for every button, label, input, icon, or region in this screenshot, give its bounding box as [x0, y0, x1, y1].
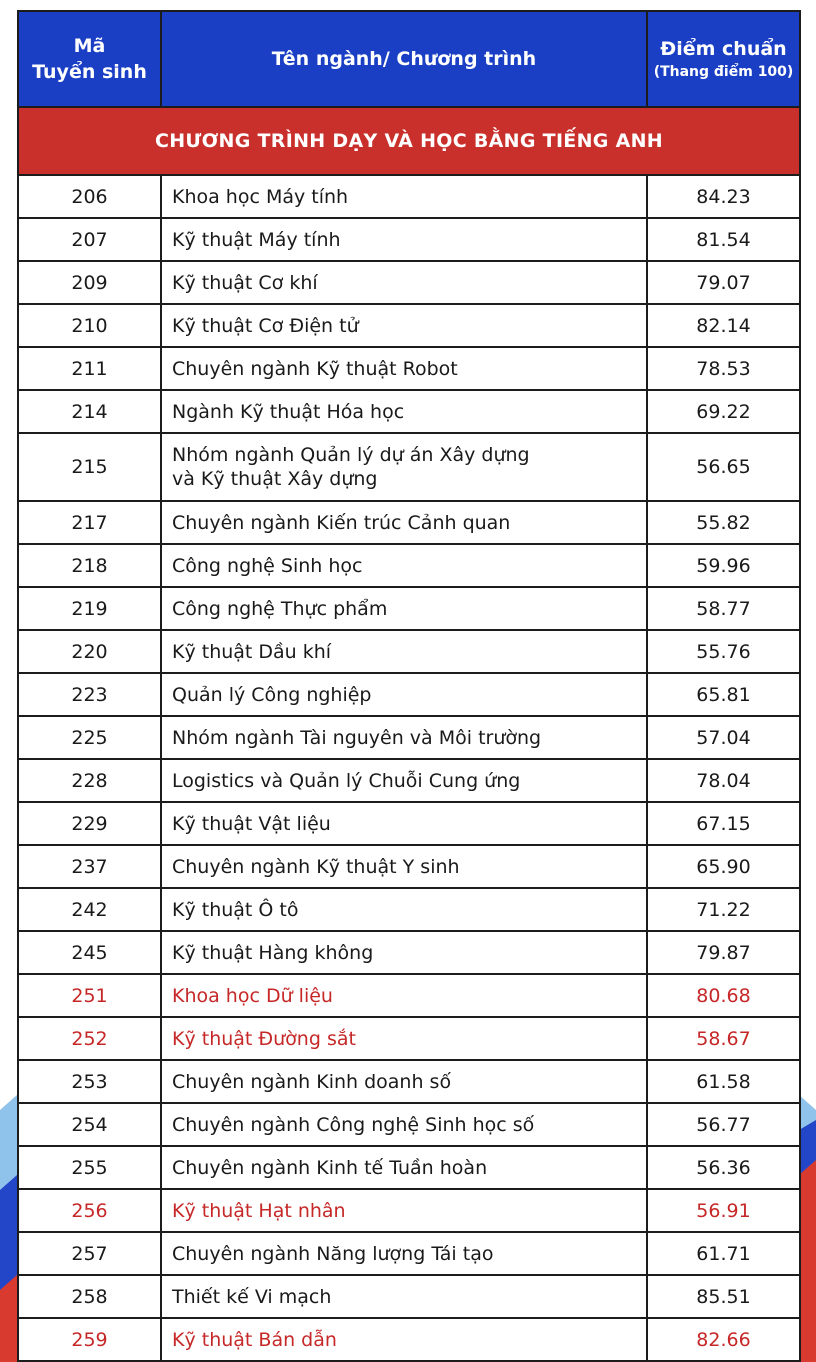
table-row	[18, 1189, 800, 1232]
table-row	[18, 673, 800, 716]
cell-code: 253	[18, 1060, 161, 1103]
program-name-line2: và Kỹ thuật Xây dựng	[172, 468, 378, 490]
cell-score: 65.90	[647, 845, 800, 888]
cell-score: 69.22	[647, 390, 800, 433]
header-score	[647, 11, 800, 107]
header-code	[18, 11, 161, 107]
cell-score: 56.77	[647, 1103, 800, 1146]
cell-code: 256	[18, 1189, 161, 1232]
cell-program-name: Kỹ thuật Đường sắt	[161, 1017, 647, 1060]
table-row	[18, 802, 800, 845]
cell-score: 58.77	[647, 587, 800, 630]
header-score-line1: Điểm chuẩn	[660, 38, 787, 60]
cell-code: 258	[18, 1275, 161, 1318]
table-row	[18, 845, 800, 888]
cell-program-name: Kỹ thuật Hạt nhân	[161, 1189, 647, 1232]
table-row	[18, 931, 800, 974]
table-row	[18, 218, 800, 261]
table-row	[18, 390, 800, 433]
cell-program-name: Chuyên ngành Kinh tế Tuần hoàn	[161, 1146, 647, 1189]
header-program-name: Tên ngành/ Chương trình	[161, 11, 647, 107]
table-row	[18, 433, 800, 501]
header-code-line2: Tuyển sinh	[32, 61, 147, 83]
cell-program-name: Khoa học Dữ liệu	[161, 974, 647, 1017]
cell-program-name: Chuyên ngành Kỹ thuật Y sinh	[161, 845, 647, 888]
cell-score: 79.87	[647, 931, 800, 974]
cell-score: 82.66	[647, 1318, 800, 1361]
cell-code: 211	[18, 347, 161, 390]
cell-score: 58.67	[647, 1017, 800, 1060]
table-row	[18, 888, 800, 931]
cell-program-name: Kỹ thuật Bán dẫn	[161, 1318, 647, 1361]
cell-code: 214	[18, 390, 161, 433]
cell-score: 61.71	[647, 1232, 800, 1275]
cell-program-name: Thiết kế Vi mạch	[161, 1275, 647, 1318]
table-row	[18, 1318, 800, 1361]
table-row	[18, 347, 800, 390]
section-title: CHƯƠNG TRÌNH DẠY VÀ HỌC BẰNG TIẾNG ANH	[18, 107, 800, 175]
cell-code: 255	[18, 1146, 161, 1189]
cell-code: 228	[18, 759, 161, 802]
table-row	[18, 759, 800, 802]
cell-code: 225	[18, 716, 161, 759]
program-name-line1: Nhóm ngành Quản lý dự án Xây dựng	[172, 444, 530, 466]
cell-code: 209	[18, 261, 161, 304]
cell-score: 82.14	[647, 304, 800, 347]
table-row	[18, 1103, 800, 1146]
cell-code: 223	[18, 673, 161, 716]
admission-score-table	[17, 10, 801, 1362]
cell-score: 67.15	[647, 802, 800, 845]
cell-code: 215	[18, 433, 161, 501]
cell-score: 81.54	[647, 218, 800, 261]
cell-program-name: Chuyên ngành Kiến trúc Cảnh quan	[161, 501, 647, 544]
cell-code: 259	[18, 1318, 161, 1361]
cell-program-name: Quản lý Công nghiệp	[161, 673, 647, 716]
cell-code: 217	[18, 501, 161, 544]
cell-score: 84.23	[647, 175, 800, 218]
cell-program-name: Kỹ thuật Cơ khí	[161, 261, 647, 304]
cell-program-name: Logistics và Quản lý Chuỗi Cung ứng	[161, 759, 647, 802]
header-score-line2: (Thang điểm 100)	[653, 64, 794, 80]
cell-code: 229	[18, 802, 161, 845]
cell-code: 207	[18, 218, 161, 261]
cell-code: 245	[18, 931, 161, 974]
cell-score: 57.04	[647, 716, 800, 759]
cell-code: 251	[18, 974, 161, 1017]
cell-code: 257	[18, 1232, 161, 1275]
cell-code: 219	[18, 587, 161, 630]
cell-code: 237	[18, 845, 161, 888]
cell-program-name: Kỹ thuật Hàng không	[161, 931, 647, 974]
cell-program-name: Kỹ thuật Máy tính	[161, 218, 647, 261]
cell-program-name: Chuyên ngành Kỹ thuật Robot	[161, 347, 647, 390]
cell-score: 55.76	[647, 630, 800, 673]
cell-program-name	[161, 433, 647, 501]
cell-program-name: Khoa học Máy tính	[161, 175, 647, 218]
table-row	[18, 544, 800, 587]
cell-code: 220	[18, 630, 161, 673]
section-row	[18, 107, 800, 175]
cell-score: 56.91	[647, 1189, 800, 1232]
cell-score: 56.65	[647, 433, 800, 501]
cell-score: 78.04	[647, 759, 800, 802]
header-code-line1: Mã	[73, 35, 106, 57]
cell-code: 254	[18, 1103, 161, 1146]
cell-program-name: Nhóm ngành Tài nguyên và Môi trường	[161, 716, 647, 759]
table-row	[18, 304, 800, 347]
table-row	[18, 175, 800, 218]
table-row	[18, 716, 800, 759]
cell-score: 55.82	[647, 501, 800, 544]
table-row	[18, 1275, 800, 1318]
cell-program-name: Công nghệ Sinh học	[161, 544, 647, 587]
cell-program-name: Chuyên ngành Công nghệ Sinh học số	[161, 1103, 647, 1146]
cell-code: 218	[18, 544, 161, 587]
table-row	[18, 501, 800, 544]
cell-program-name: Kỹ thuật Ô tô	[161, 888, 647, 931]
cell-program-name: Chuyên ngành Năng lượng Tái tạo	[161, 1232, 647, 1275]
table-header-row	[18, 11, 800, 107]
cell-code: 242	[18, 888, 161, 931]
cell-score: 79.07	[647, 261, 800, 304]
table-row	[18, 1017, 800, 1060]
cell-score: 71.22	[647, 888, 800, 931]
cell-program-name: Kỹ thuật Cơ Điện tử	[161, 304, 647, 347]
cell-score: 59.96	[647, 544, 800, 587]
cell-program-name: Ngành Kỹ thuật Hóa học	[161, 390, 647, 433]
cell-score: 78.53	[647, 347, 800, 390]
cell-score: 65.81	[647, 673, 800, 716]
cell-code: 206	[18, 175, 161, 218]
cell-program-name: Công nghệ Thực phẩm	[161, 587, 647, 630]
cell-program-name: Kỹ thuật Dầu khí	[161, 630, 647, 673]
cell-code: 252	[18, 1017, 161, 1060]
table-row	[18, 261, 800, 304]
cell-score: 85.51	[647, 1275, 800, 1318]
cell-program-name: Chuyên ngành Kinh doanh số	[161, 1060, 647, 1103]
cell-score: 80.68	[647, 974, 800, 1017]
table-row	[18, 1232, 800, 1275]
table-row	[18, 1146, 800, 1189]
cell-score: 61.58	[647, 1060, 800, 1103]
table-row	[18, 630, 800, 673]
cell-score: 56.36	[647, 1146, 800, 1189]
cell-program-name: Kỹ thuật Vật liệu	[161, 802, 647, 845]
table-row	[18, 587, 800, 630]
table-row	[18, 1060, 800, 1103]
table-row	[18, 974, 800, 1017]
cell-code: 210	[18, 304, 161, 347]
